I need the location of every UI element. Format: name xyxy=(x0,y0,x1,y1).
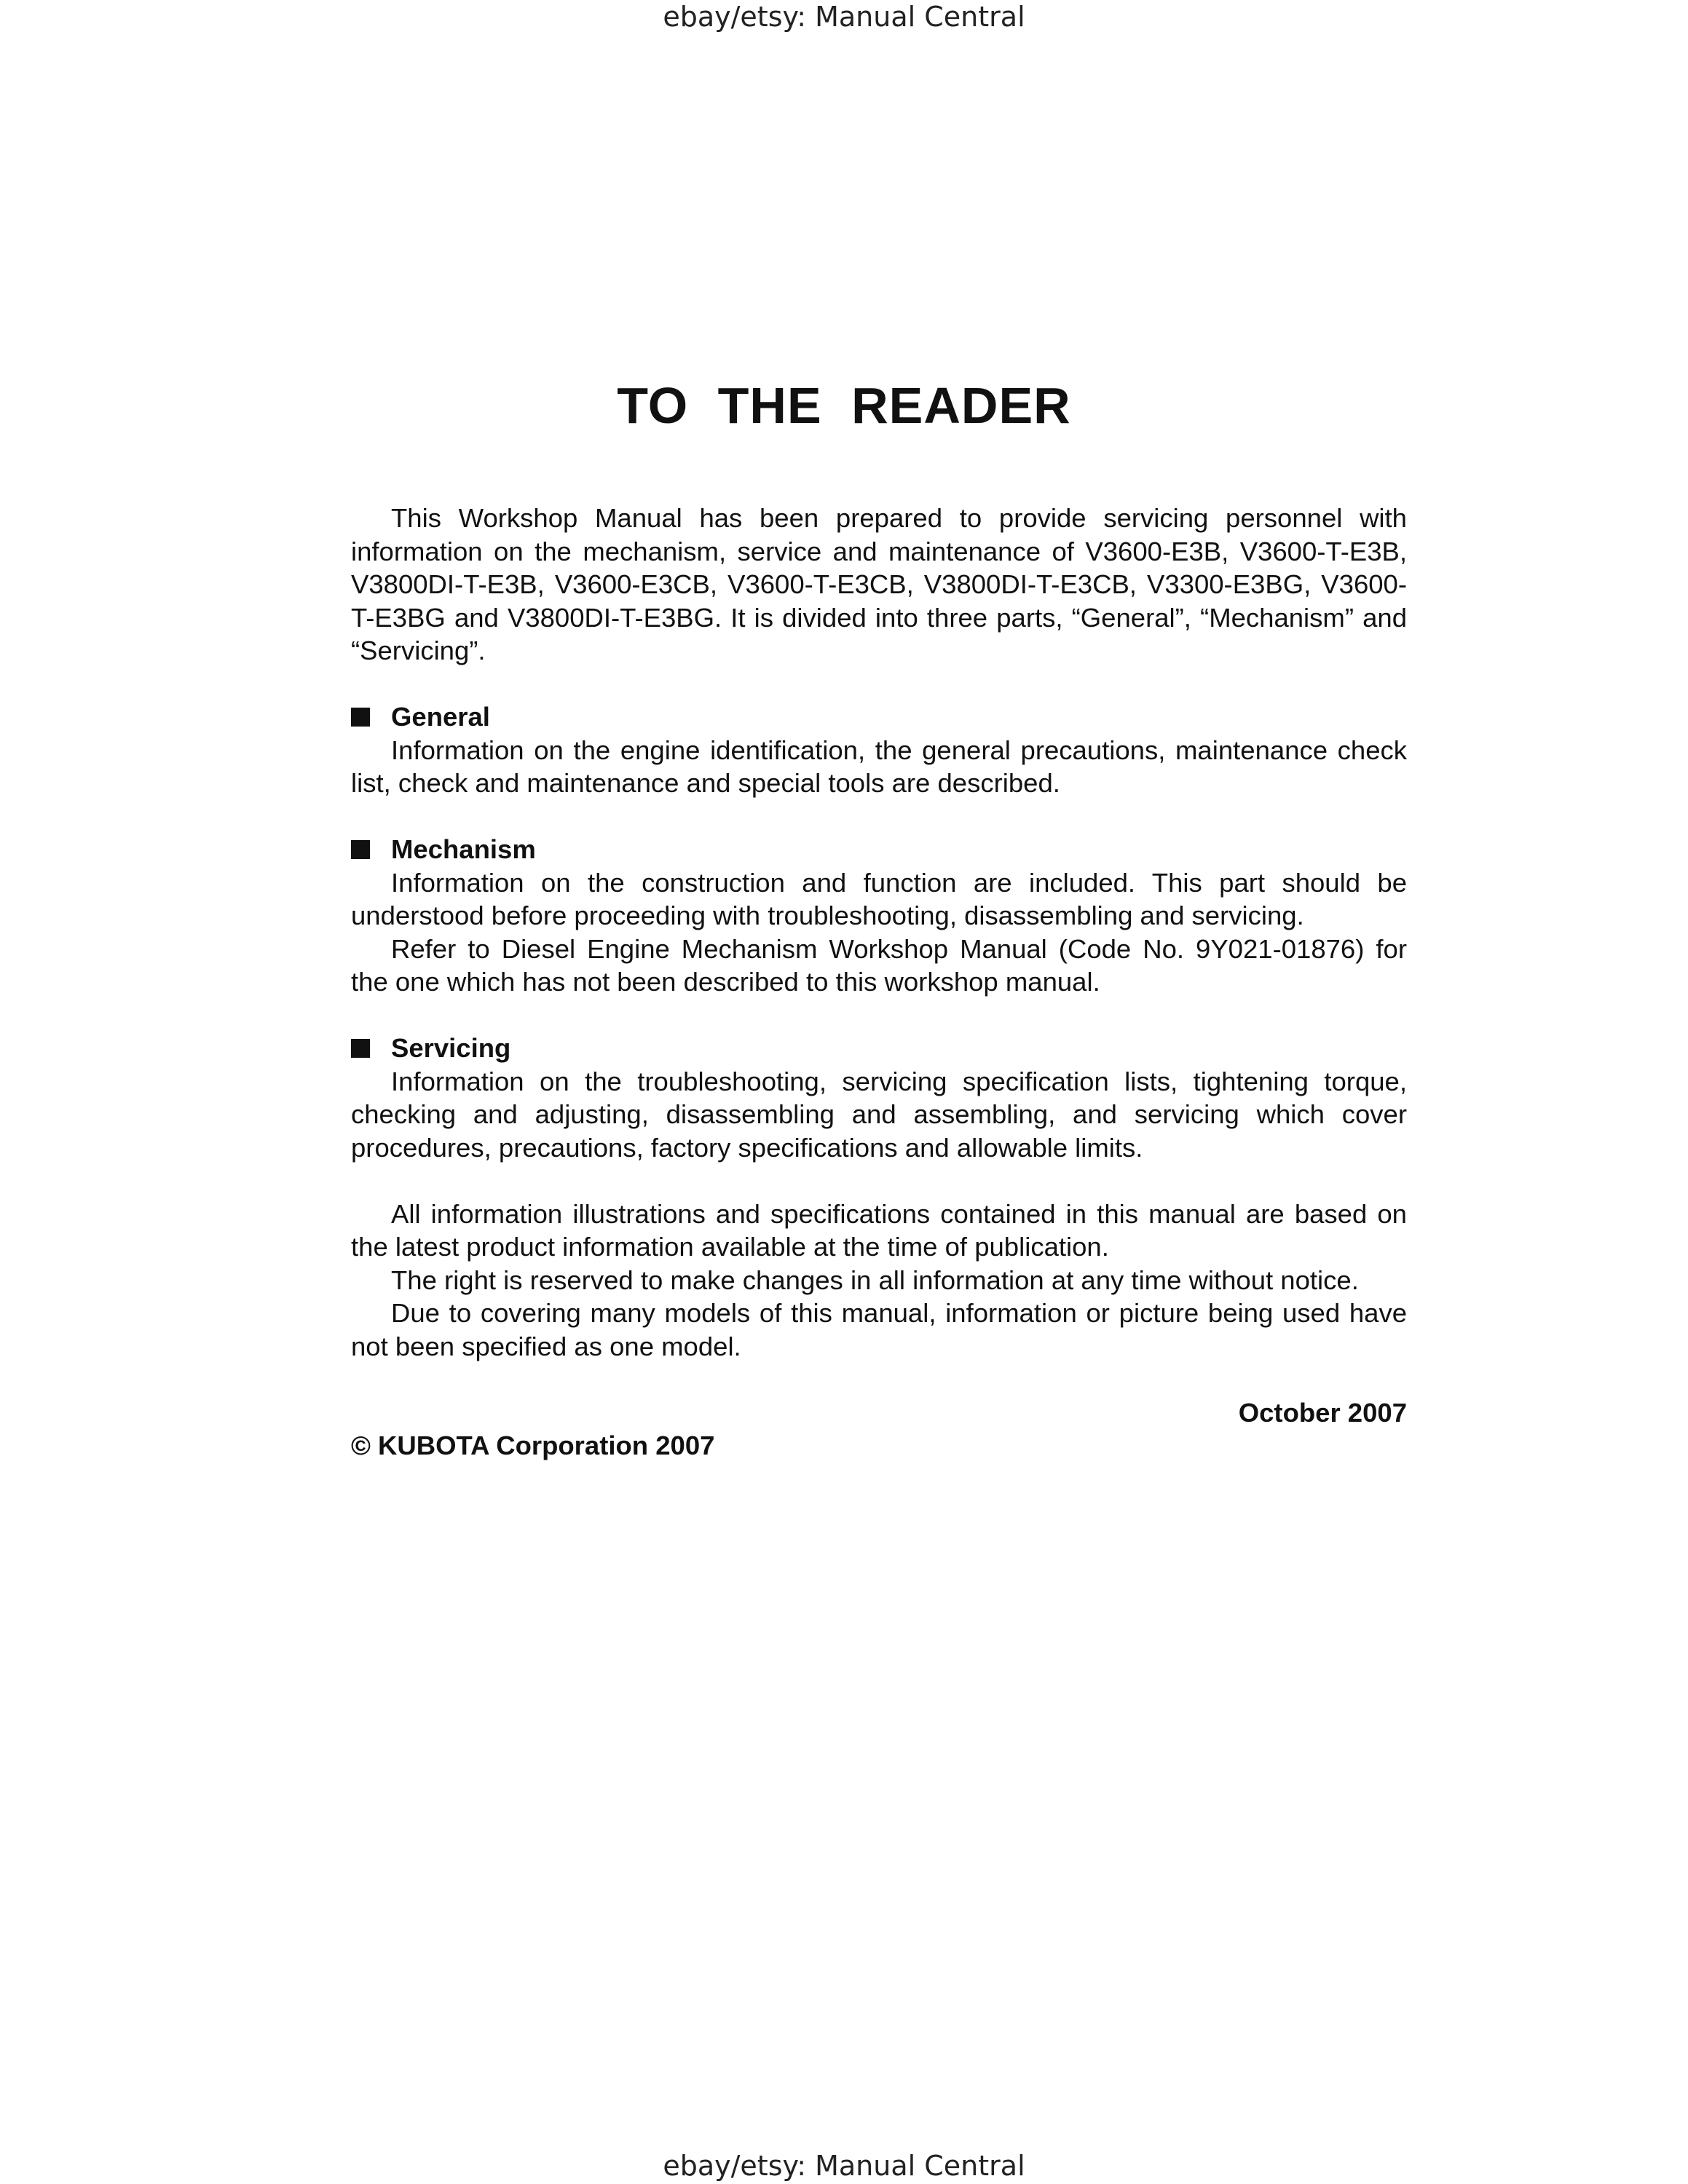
mechanism-paragraph-2: Refer to Diesel Engine Mechanism Workshop Manual (Code No. 9Y021-01876) for the one which has not been described to this workshop manual. xyxy=(351,933,1407,997)
mechanism-paragraph-1: Information on the construction and function are included. This part should be understood before proceeding with troubleshooting, disassembling and servicing. xyxy=(351,867,1407,930)
section-heading-servicing xyxy=(351,1032,1407,1065)
copyright-notice: © KUBOTA Corporation 2007 xyxy=(351,1431,715,1460)
spacer xyxy=(351,1164,1407,1198)
closing-paragraph-1: All information illustrations and specifications contained in this manual are based on the latest product information available at the time of publication. xyxy=(351,1198,1407,1262)
watermark-bottom: ebay/etsy: Manual Central xyxy=(663,2150,1025,2182)
square-bullet-icon xyxy=(351,708,370,727)
spacer xyxy=(351,1363,1407,1396)
spacer xyxy=(351,800,1407,834)
page-title: TO THE READER xyxy=(617,377,1071,434)
square-bullet-icon xyxy=(351,840,370,859)
section-heading-label: General xyxy=(391,702,490,732)
section-heading-general xyxy=(351,700,1407,734)
document-body xyxy=(351,502,1407,1463)
square-bullet-icon xyxy=(351,1039,370,1058)
spacer xyxy=(351,668,1407,701)
general-paragraph: Information on the engine identification, the general precautions, maintenance check list, check and maintenance and special tools are described. xyxy=(351,735,1407,798)
intro-paragraph: This Workshop Manual has been prepared to provide servicing personnel with information on the mechanism, service and maintenance of V3600-E3B, V3600-T-E3B, V3800DI-T-E3B, V3600-E3CB, V3600-T-E3CB, V3800DI-T-E3CB, V3300-E3BG, V3600-T-E3BG and V3800DI-T-E3BG. It is divided into three parts, “General”, “Mechanism” and “Servicing”. xyxy=(351,503,1407,665)
section-heading-label: Servicing xyxy=(391,1033,511,1063)
section-heading-mechanism xyxy=(351,833,1407,866)
closing-paragraph-2: The right is reserved to make changes in all information at any time without notice. xyxy=(391,1265,1359,1295)
servicing-paragraph: Information on the troubleshooting, servicing specification lists, tightening torque, checking and adjusting, disassembling and assembling, and servicing which cover procedures, precautions, factory specifications and allowable limits. xyxy=(351,1066,1407,1163)
closing-paragraph-3: Due to covering many models of this manual, information or picture being used have not been specified as one model. xyxy=(351,1298,1407,1361)
section-heading-label: Mechanism xyxy=(391,834,536,864)
spacer xyxy=(351,999,1407,1032)
watermark-top: ebay/etsy: Manual Central xyxy=(663,1,1025,33)
publication-date: October 2007 xyxy=(1238,1397,1407,1428)
